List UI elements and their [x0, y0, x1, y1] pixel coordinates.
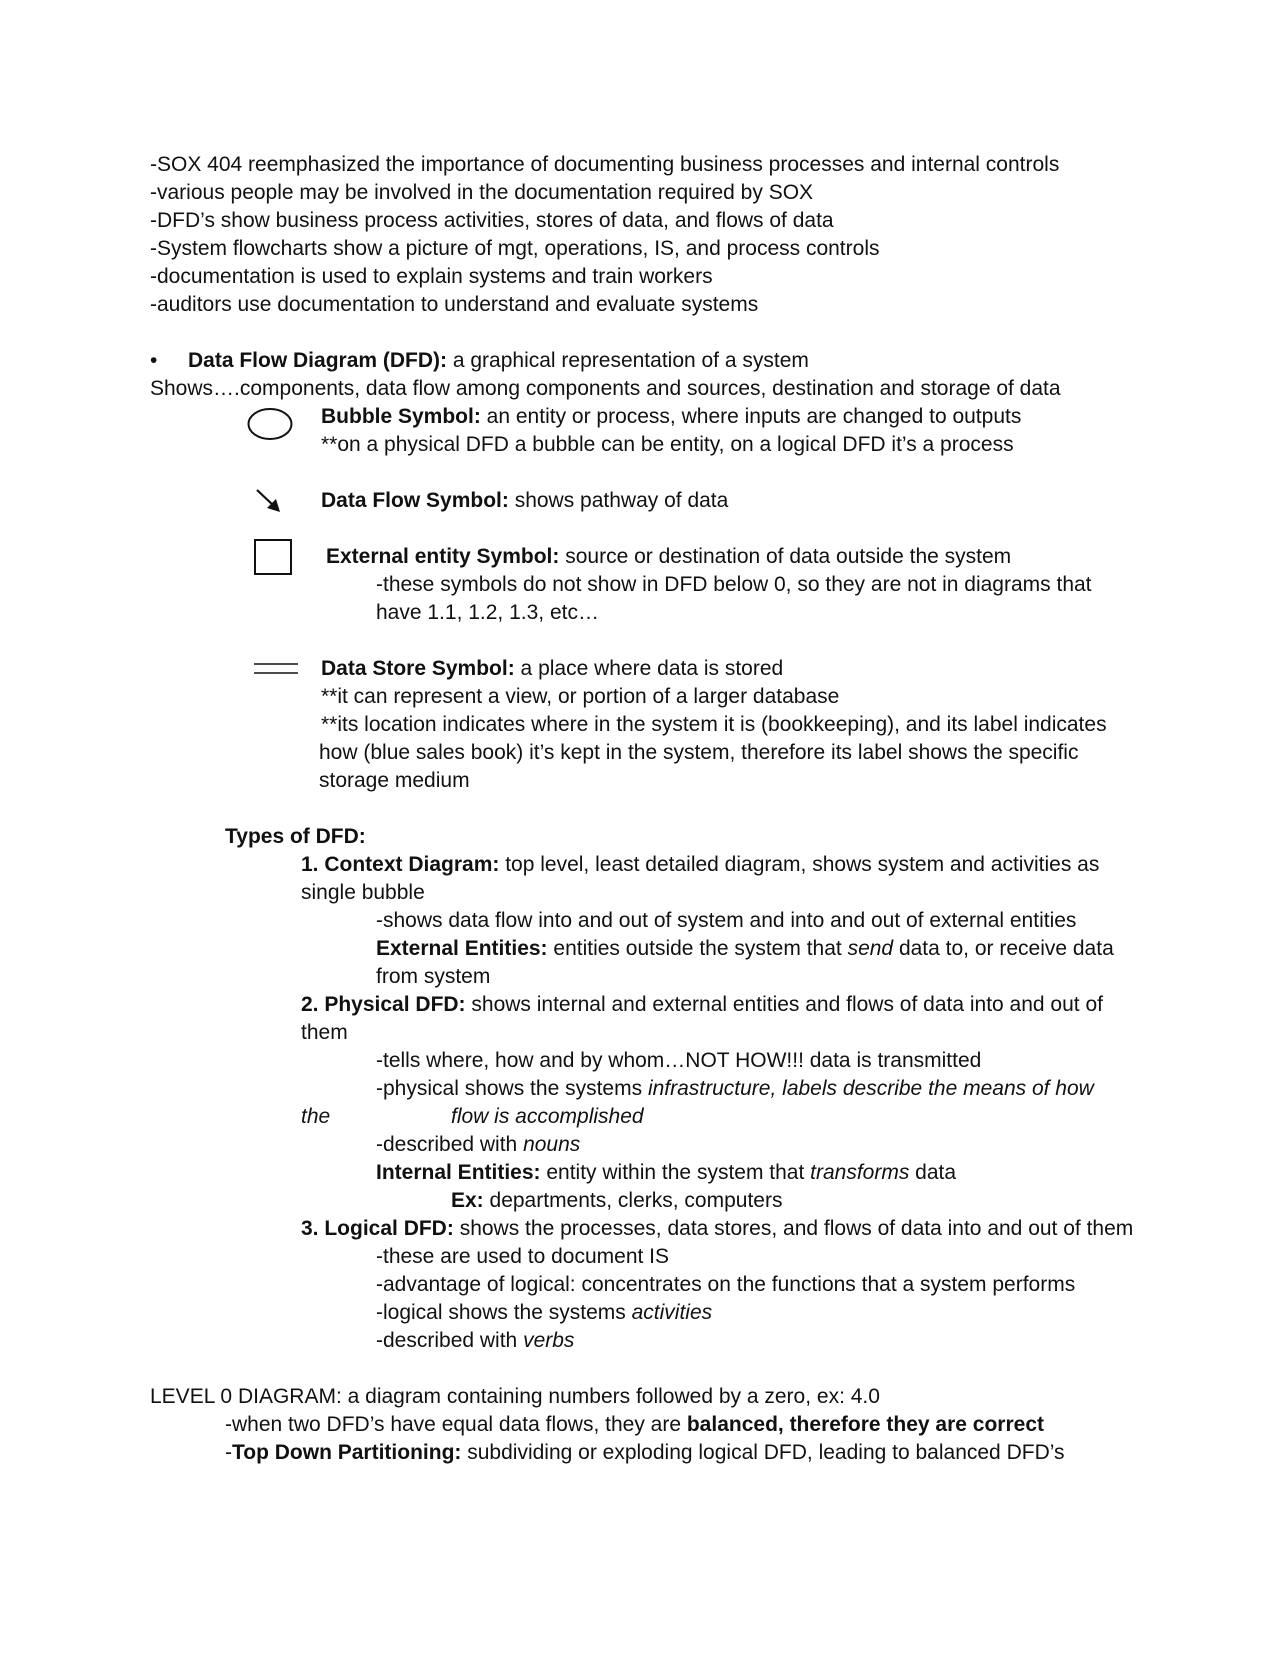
bubble-symbol-def: [321, 403, 1021, 431]
intro-line-2: -various people may be involved in the documentation required by SOX: [150, 181, 814, 204]
physical-line-2-emphasis: infrastructure, labels describe the means of how: [647, 1077, 1094, 1100]
level0-balanced: [225, 1411, 1044, 1439]
context-text: top level, least detailed diagram, shows system and activities as: [499, 853, 1100, 876]
store-symbol-note-4: storage medium: [319, 769, 470, 792]
intro-line-6: -auditors use documentation to understand and evaluate systems: [150, 293, 759, 316]
logical-line-3-emphasis: activities: [631, 1301, 713, 1324]
types-heading-label: Types of DFD:: [225, 825, 366, 848]
context-external-entities: [376, 935, 1114, 963]
physical-cont: them: [301, 1021, 348, 1044]
physical-line-3b-text: flow is accomplished: [451, 1105, 644, 1128]
context-def: [301, 851, 1099, 879]
flow-symbol-text: shows pathway of data: [508, 489, 729, 512]
context-cont: single bubble: [301, 881, 425, 904]
logical-text: shows the processes, data stores, and flows of data into and out of them: [453, 1217, 1134, 1240]
physical-def: [301, 991, 1103, 1019]
square-icon: [254, 539, 294, 576]
intro-line-4: -System flowcharts show a picture of mgt, operations, IS, and process controls: [150, 237, 880, 260]
flow-symbol-label: Data Flow Symbol:: [321, 489, 509, 512]
physical-line-3a-text: the: [301, 1105, 331, 1128]
physical-line-1: -tells where, how and by whom…NOT HOW!!! data is transmitted: [376, 1049, 982, 1072]
external-entities-text-a: entities outside the system that: [547, 937, 848, 960]
context-external-cont: from system: [376, 965, 491, 988]
bubble-symbol-note: **on a physical DFD a bubble can be entity, on a logical DFD it’s a process: [321, 433, 1014, 456]
double-line-icon: [254, 661, 300, 677]
physical-label: 2. Physical DFD:: [301, 993, 466, 1016]
logical-line-1: -these are used to document IS: [376, 1245, 670, 1268]
logical-def: [301, 1215, 1133, 1243]
intro-line-1: -SOX 404 reemphasized the importance of documenting business processes and internal controls: [150, 153, 1060, 176]
flow-symbol-def: [321, 487, 728, 515]
example-text: departments, clerks, computers: [483, 1189, 783, 1212]
level0-partitioning-label: Top Down Partitioning:: [232, 1441, 462, 1464]
types-heading: [225, 823, 366, 851]
intro-line-5: -documentation is used to explain systems and train workers: [150, 265, 713, 288]
external-symbol-label: External entity Symbol:: [326, 545, 560, 568]
context-line-1: -shows data flow into and out of system and into and out of external entities: [376, 909, 1077, 932]
bullet-dot: •: [150, 349, 158, 372]
context-label: 1. Context Diagram:: [301, 853, 500, 876]
physical-line-4: [376, 1131, 580, 1159]
level0-partitioning-text: subdividing or exploding logical DFD, leading to balanced DFD’s: [461, 1441, 1065, 1464]
store-symbol-label: Data Store Symbol:: [321, 657, 515, 680]
physical-line-3a: [301, 1103, 330, 1131]
level0-balanced-text: -when two DFD’s have equal data flows, they are: [225, 1413, 687, 1436]
logical-line-3-text: -logical shows the systems: [376, 1301, 632, 1324]
external-entities-text-b: data to, or receive data: [893, 937, 1114, 960]
physical-line-2-text: -physical shows the systems: [376, 1077, 648, 1100]
logical-line-3: [376, 1299, 712, 1327]
store-symbol-text: a place where data is stored: [514, 657, 784, 680]
dfd-shows: Shows….components, data flow among components and sources, destination and storage of data: [150, 377, 1061, 400]
example-label: Ex:: [451, 1189, 484, 1212]
level0-balanced-bold: balanced, therefore they are correct: [686, 1413, 1045, 1436]
level0-partitioning-dash: -: [225, 1441, 232, 1464]
store-symbol-note-1: **it can represent a view, or portion of a larger database: [321, 685, 840, 708]
external-symbol-note-1: -these symbols do not show in DFD below 0, so they are not in diagrams that: [376, 573, 1092, 596]
physical-text: shows internal and external entities and flows of data into and out of: [465, 993, 1103, 1016]
physical-line-4-text: -described with: [376, 1133, 524, 1156]
physical-line-2: [376, 1075, 1094, 1103]
internal-entities-emphasis: transforms: [810, 1161, 910, 1184]
logical-line-2: -advantage of logical: concentrates on the functions that a system performs: [376, 1273, 1076, 1296]
external-symbol-def: [326, 543, 1011, 571]
external-entities-emphasis: send: [847, 937, 894, 960]
logical-line-4-text: -described with: [376, 1329, 524, 1352]
external-symbol-note-2: have 1.1, 1.2, 1.3, etc…: [376, 601, 599, 624]
internal-entities-label: Internal Entities:: [376, 1161, 541, 1184]
logical-line-4: [376, 1327, 574, 1355]
internal-entities: [376, 1159, 956, 1187]
ellipse-icon: [246, 406, 294, 442]
internal-entities-text-b: data: [909, 1161, 957, 1184]
dfd-heading-text: a graphical representation of a system: [447, 349, 809, 372]
store-symbol-note-3: how (blue sales book) it’s kept in the system, therefore its label shows the specific: [319, 741, 1079, 764]
dfd-heading-label: Data Flow Diagram (DFD):: [188, 349, 448, 372]
dfd-heading: [188, 347, 809, 375]
logical-line-4-emphasis: verbs: [523, 1329, 575, 1352]
physical-line-3b: [451, 1103, 644, 1131]
bubble-symbol-text: an entity or process, where inputs are changed to outputs: [480, 405, 1022, 428]
level0-line: LEVEL 0 DIAGRAM: a diagram containing numbers followed by a zero, ex: 4.0: [150, 1385, 880, 1408]
logical-label: 3. Logical DFD:: [301, 1217, 454, 1240]
store-symbol-def: [321, 655, 783, 683]
arrow-icon: [254, 486, 284, 516]
physical-line-4-emphasis: nouns: [523, 1133, 581, 1156]
level0-partitioning: [225, 1439, 1065, 1467]
intro-line-3: -DFD’s show business process activities, stores of data, and flows of data: [150, 209, 834, 232]
bubble-symbol-label: Bubble Symbol:: [321, 405, 481, 428]
internal-entities-example: [451, 1187, 782, 1215]
external-symbol-text: source or destination of data outside the system: [559, 545, 1012, 568]
external-entities-label: External Entities:: [376, 937, 548, 960]
internal-entities-text-a: entity within the system that: [540, 1161, 811, 1184]
store-symbol-note-2: **its location indicates where in the system it is (bookkeeping), and its label indicates: [321, 713, 1107, 736]
